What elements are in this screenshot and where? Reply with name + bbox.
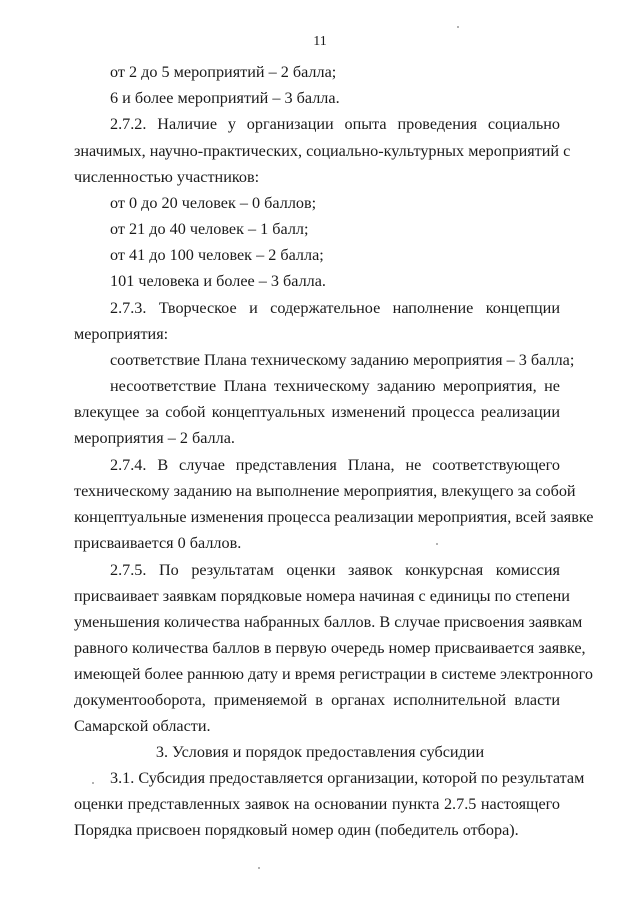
text-line: мероприятия – 2 балла.	[74, 429, 235, 447]
scan-speck	[258, 867, 260, 869]
page-number: 11	[313, 34, 327, 49]
text-line: мероприятия:	[74, 325, 169, 343]
text-line: равного количества баллов в первую очередь номер присваивается заявке,	[74, 639, 586, 657]
text-line: присваивается 0 баллов.	[74, 534, 242, 552]
text-line: присваивает заявкам порядковые номера начиная с единицы по степени	[74, 587, 570, 605]
text-line: численностью участников:	[74, 168, 260, 186]
paragraph-2-7-5-line: 2.7.5. По результатам оценки заявок конкурсная комиссия	[110, 561, 560, 579]
text-line: от 2 до 5 мероприятий – 2 балла;	[110, 63, 337, 81]
text-line: имеющей более раннюю дату и время регистрации в системе электронного	[74, 665, 593, 683]
text-line: несоответствие Плана техническому заданию мероприятия, не	[110, 377, 560, 395]
text-line: Порядка присвоен порядковый номер один (победитель отбора).	[74, 821, 519, 839]
text-line: соответствие Плана техническому заданию мероприятия – 3 балла;	[110, 351, 575, 369]
text-line: влекущее за собой концептуальных изменений процесса реализации	[74, 403, 560, 421]
paragraph-3-1-line: 3.1. Субсидия предоставляется организации, которой по результатам	[110, 769, 585, 787]
paragraph-2-7-4-line: 2.7.4. В случае представления Плана, не соответствующего	[110, 456, 560, 474]
text-line: Самарской области.	[74, 717, 211, 735]
text-line: концептуальные изменения процесса реализации мероприятия, всей заявке	[74, 508, 594, 526]
text-line: 101 человека и более – 3 балла.	[110, 272, 326, 290]
text-line: оценки представленных заявок на основании пункта 2.7.5 настоящего	[74, 795, 560, 813]
text-line: техническому заданию на выполнение мероприятия, влекущего за собой	[74, 482, 576, 500]
section-3-heading: 3. Условия и порядок предоставления субсидии	[155, 743, 485, 761]
scan-speck	[92, 782, 94, 784]
scan-speck	[436, 543, 438, 545]
text-line: уменьшения количества набранных баллов. В случае присвоения заявкам	[74, 613, 583, 631]
text-line: от 0 до 20 человек – 0 баллов;	[110, 194, 317, 212]
text-line: 6 и более мероприятий – 3 балла.	[110, 89, 340, 107]
text-line: от 41 до 100 человек – 2 балла;	[110, 246, 324, 264]
text-line: документооборота, применяемой в органах исполнительной власти	[74, 691, 560, 709]
paragraph-2-7-2-line: 2.7.2. Наличие у организации опыта проведения социально	[110, 115, 560, 133]
text-line: от 21 до 40 человек – 1 балл;	[110, 220, 309, 238]
text-line: значимых, научно-практических, социально-культурных мероприятий с	[74, 142, 571, 160]
paragraph-2-7-3-line: 2.7.3. Творческое и содержательное наполнение концепции	[110, 299, 560, 317]
scan-speck	[457, 26, 459, 28]
